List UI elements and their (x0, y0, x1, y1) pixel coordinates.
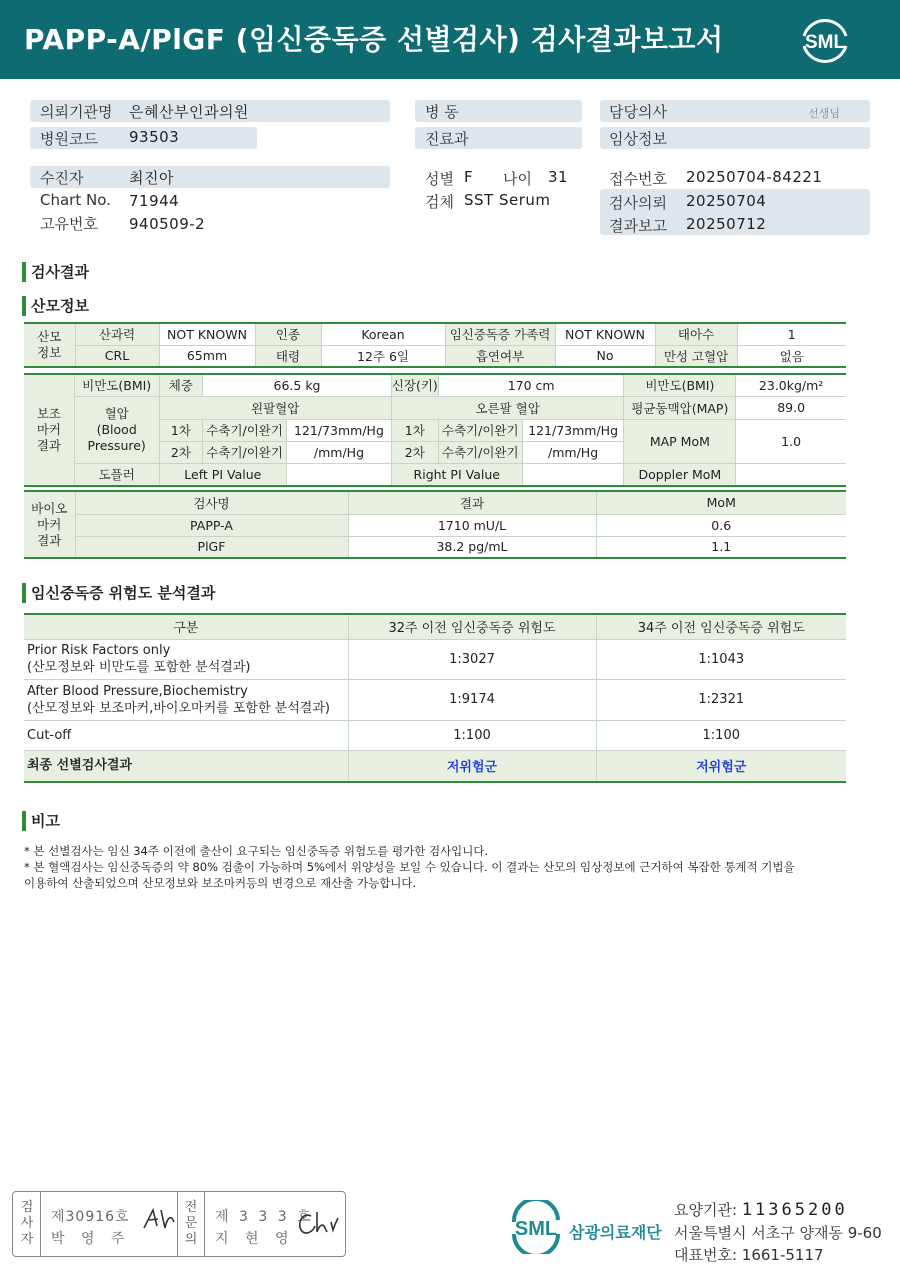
sex-label: 성별 (425, 170, 454, 188)
right-pi-label: Right PI Value (391, 463, 522, 486)
crl-value: 65mm (159, 345, 255, 367)
bio-row-name: PlGF (75, 536, 348, 558)
risk-row-32w: 1:100 (348, 720, 596, 750)
phone-row: 대표번호: 1661-5117 (674, 1246, 824, 1264)
signature-box (12, 1191, 346, 1257)
fetus-value: 1 (737, 323, 846, 345)
svg-text:SML: SML (804, 32, 846, 53)
left-arm-label: 왼팔혈압 (159, 396, 391, 419)
parity-value: NOT KNOWN (159, 323, 255, 345)
height-value: 170 cm (438, 374, 624, 396)
remarks-heading: 비고 (22, 811, 60, 831)
fetus-label: 태아수 (655, 323, 737, 345)
race-label: 인종 (255, 323, 321, 345)
right-bp-2: /mm/Hg (522, 441, 624, 463)
doppler-mom-label: Doppler MoM (624, 463, 736, 486)
bp-label: 혈압 (Blood Pressure) (74, 396, 159, 463)
report-header (0, 0, 900, 79)
crl-label: CRL (75, 345, 159, 367)
ward-label: 병 동 (425, 103, 459, 121)
risk-row-label: Prior Risk Factors only (산모정보와 비만도를 포함한 분석결과) (24, 639, 348, 679)
risk-header-category: 구분 (24, 614, 348, 639)
left-sd-label-2: 수축기/이완기 (203, 441, 287, 463)
examiner-signature-icon (141, 1206, 177, 1234)
right-bp-1: 121/73mm/Hg (522, 419, 624, 441)
ga-label: 태령 (255, 345, 321, 367)
bio-row-name: PAPP-A (75, 514, 348, 536)
ga-value: 12주 6일 (321, 345, 445, 367)
risk-row-32w: 1:3027 (348, 639, 596, 679)
institution-label: 의뢰기관명 (40, 103, 113, 121)
inst-code-row: 요양기관: 11365200 (674, 1200, 848, 1220)
specialist-name: 지 현 영 (215, 1231, 295, 1247)
map-label: 평균동맥압(MAP) (624, 396, 736, 419)
svg-text:SML: SML (514, 1218, 558, 1240)
smoking-value: No (555, 345, 655, 367)
specimen-value: SST Serum (464, 191, 551, 209)
left-bp-1: 121/73mm/Hg (287, 419, 392, 441)
patient-value: 최진아 (129, 169, 174, 187)
family-history-label: 임신중독증 가족력 (445, 323, 555, 345)
bio-row-result: 38.2 pg/mL (348, 536, 596, 558)
bio-row-result: 1710 mU/L (348, 514, 596, 536)
sex-value: F (464, 168, 474, 186)
bio-marker-table (24, 490, 846, 559)
left-bp-2: /mm/Hg (287, 441, 392, 463)
report-date-label: 결과보고 (609, 217, 667, 235)
parity-label: 산과력 (75, 323, 159, 345)
weight-label: 체중 (159, 374, 203, 396)
left-first-label: 1차 (159, 419, 203, 441)
right-pi-value (522, 463, 624, 486)
left-pi-value (287, 463, 392, 486)
bio-header-mom: MoM (596, 491, 846, 514)
sml-logo-icon (796, 14, 854, 66)
race-value: Korean (321, 323, 445, 345)
risk-row-34w: 1:1043 (596, 639, 846, 679)
right-sd-label-1: 수축기/이완기 (438, 419, 522, 441)
map-value: 89.0 (736, 396, 846, 419)
results-heading: 검사결과 (22, 262, 89, 282)
institution-value: 은혜산부인과의원 (129, 103, 249, 121)
bmi-row-label: 비만도(BMI) (74, 374, 159, 396)
final-result-32w: 저위험군 (348, 750, 596, 782)
report-title: PAPP-A/PlGF (임신중독증 선별검사) 검사결과보고서 (24, 23, 724, 56)
right-sd-label-2: 수축기/이완기 (438, 441, 522, 463)
bio-row-mom: 1.1 (596, 536, 846, 558)
bio-side-label: 바이오 마커 결과 (24, 491, 75, 558)
age-value: 31 (548, 168, 569, 186)
left-pi-label: Left PI Value (159, 463, 287, 486)
smoking-label: 흡연여부 (445, 345, 555, 367)
specialist-signature-icon (295, 1208, 339, 1238)
risk-header-32w: 32주 이전 임신중독증 위험도 (348, 614, 596, 639)
aux-side-label: 보조 마커 결과 (24, 374, 74, 486)
risk-row-32w: 1:9174 (348, 679, 596, 720)
patient-row (30, 166, 390, 188)
right-first-label: 1차 (391, 419, 438, 441)
bio-header-result: 결과 (348, 491, 596, 514)
risk-row-label: After Blood Pressure,Biochemistry (산모정보와 보조마커,바이오마커를 포함한 분석결과) (24, 679, 348, 720)
remark-line: 이용하여 산출되었으며 산모정보와 보조마커등의 변경으로 재산출 가능합니다. (24, 876, 417, 890)
height-label: 신장(키) (391, 374, 438, 396)
left-sd-label-1: 수축기/이완기 (203, 419, 287, 441)
risk-header-34w: 34주 이전 임신중독증 위험도 (596, 614, 846, 639)
left-second-label: 2차 (159, 441, 203, 463)
chart-label: Chart No. (40, 191, 111, 209)
doctor-suffix: 선생님 (808, 107, 840, 120)
risk-row-34w: 1:100 (596, 720, 846, 750)
specialist-license: 제 3 3 3 호 (215, 1209, 314, 1225)
org-name: 삼광의료재단 (569, 1223, 662, 1242)
remark-line: * 본 혈액검사는 임신중독증의 약 80% 검출이 가능하며 5%에서 위양성을 보일 수 있습니다. 이 결과는 산모의 임상정보에 근거하여 복잡한 통계적 기법을 (24, 860, 795, 874)
final-result-label: 최종 선별검사결과 (24, 750, 348, 782)
hospital-code-label: 병원코드 (40, 130, 98, 148)
specimen-label: 검체 (425, 193, 454, 211)
specialist-label: 전 문 의 (184, 1200, 198, 1247)
dept-label: 진료과 (425, 130, 469, 148)
family-history-value: NOT KNOWN (555, 323, 655, 345)
remark-line: * 본 선별검사는 임신 34주 이전에 출산이 요구되는 임신중독증 위험도를 평가한 검사입니다. (24, 844, 489, 858)
maternal-table (24, 322, 846, 368)
uid-value: 940509-2 (129, 215, 206, 233)
report-date-value: 20250712 (686, 215, 767, 233)
examiner-label: 검 사 자 (20, 1200, 34, 1247)
map-mom-label: MAP MoM (624, 419, 736, 463)
map-mom-value: 1.0 (736, 419, 846, 463)
address: 서울특별시 서초구 양재동 9-60 (674, 1224, 882, 1242)
examiner-license: 제30916호 (51, 1209, 130, 1225)
bio-header-test: 검사명 (75, 491, 348, 514)
hospital-code-value: 93503 (129, 128, 180, 146)
right-second-label: 2차 (391, 441, 438, 463)
receipt-value: 20250704-84221 (686, 168, 823, 186)
request-value: 20250704 (686, 192, 767, 210)
final-result-34w: 저위험군 (596, 750, 846, 782)
clinical-label: 임상정보 (609, 130, 667, 148)
risk-heading: 임신중독증 위험도 분석결과 (22, 583, 215, 603)
receipt-label: 접수번호 (609, 170, 667, 188)
doppler-mom-value (736, 463, 846, 486)
age-label: 나이 (503, 170, 532, 188)
aux-marker-table (24, 373, 846, 487)
hypertension-value: 없음 (737, 345, 846, 367)
patient-label: 수진자 (40, 169, 84, 187)
risk-row-34w: 1:2321 (596, 679, 846, 720)
maternal-side-label: 산모 정보 (24, 323, 75, 367)
hypertension-label: 만성 고혈압 (655, 345, 737, 367)
chart-value: 71944 (129, 192, 180, 210)
right-arm-label: 오른팔 혈압 (391, 396, 624, 419)
examiner-name: 박 영 주 (51, 1231, 131, 1247)
doctor-label: 담당의사 (609, 103, 667, 121)
bio-row-mom: 0.6 (596, 514, 846, 536)
uid-label: 고유번호 (40, 215, 98, 233)
risk-table (24, 613, 846, 783)
maternal-heading: 산모정보 (22, 296, 89, 316)
risk-row-label: Cut-off (24, 720, 348, 750)
doppler-label: 도플러 (74, 463, 159, 486)
weight-value: 66.5 kg (203, 374, 392, 396)
org-logo-icon (508, 1200, 564, 1254)
bmi-value: 23.0kg/m² (736, 374, 846, 396)
bmi-label: 비만도(BMI) (624, 374, 736, 396)
request-label: 검사의뢰 (609, 194, 667, 212)
